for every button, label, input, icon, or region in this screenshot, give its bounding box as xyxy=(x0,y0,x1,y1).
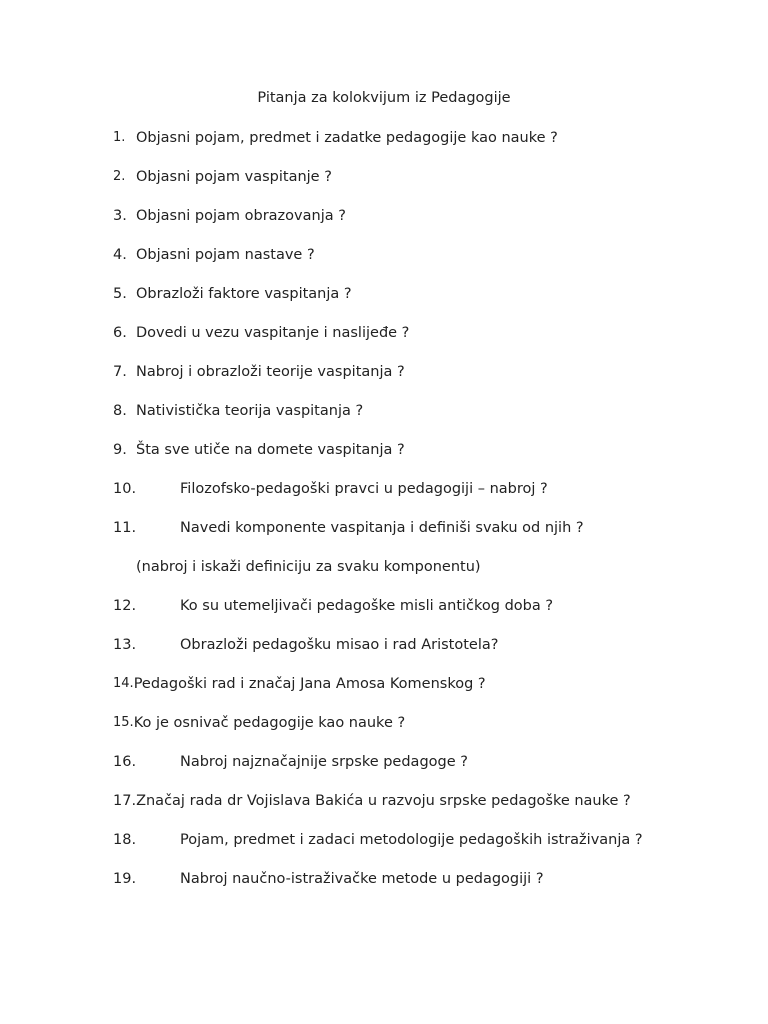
question-text: Nabroj i obrazloži teorije vaspitanja ? xyxy=(136,364,405,380)
question-text: Značaj rada dr Vojislava Bakića u razvoju srpske pedagoške nauke ? xyxy=(136,793,631,809)
question-number: 3. xyxy=(113,208,127,224)
question-text: Nabroj naučno-istraživačke metode u pedagogiji ? xyxy=(180,871,544,887)
question-number: 19. xyxy=(113,871,137,887)
question-number: 11. xyxy=(113,520,137,536)
question-number: 2. xyxy=(113,169,126,184)
question-item xyxy=(0,676,768,696)
question-item xyxy=(0,325,768,345)
question-text: Ko su utemeljivači pedagoške misli antičkog doba ? xyxy=(180,598,554,614)
question-item xyxy=(0,130,768,150)
question-item xyxy=(0,871,768,891)
question-item xyxy=(0,364,768,384)
question-note-text: (nabroj i iskaži definiciju za svaku komponentu) xyxy=(136,559,481,575)
question-text: Nativistička teorija vaspitanja ? xyxy=(136,403,364,419)
question-item xyxy=(0,403,768,423)
question-item xyxy=(0,637,768,657)
question-text: Filozofsko-pedagoški pravci u pedagogiji – nabroj ? xyxy=(180,481,548,497)
question-text: Objasni pojam vaspitanje ? xyxy=(136,169,332,185)
question-text: Navedi komponente vaspitanja i definiši svaku od njih ? xyxy=(180,520,584,536)
question-text: Dovedi u vezu vaspitanje i naslijeđe ? xyxy=(136,325,410,341)
question-number: 16. xyxy=(113,754,137,770)
question-text: Objasni pojam nastave ? xyxy=(136,247,315,263)
question-text: Objasni pojam, predmet i zadatke pedagogije kao nauke ? xyxy=(136,130,558,146)
question-text: Šta sve utiče na domete vaspitanja ? xyxy=(136,442,405,458)
question-item xyxy=(0,793,768,813)
question-text: Obrazloži faktore vaspitanja ? xyxy=(136,286,352,302)
question-note xyxy=(0,559,768,579)
question-number: 5. xyxy=(113,286,127,302)
question-text: Pojam, predmet i zadaci metodologije pedagoških istraživanja ? xyxy=(180,832,643,848)
question-text: Pedagoški rad i značaj Jana Amosa Komenskog ? xyxy=(133,676,486,692)
question-number: 14. xyxy=(113,676,134,691)
question-item xyxy=(0,208,768,228)
question-number: 6. xyxy=(113,325,127,341)
question-number: 4. xyxy=(113,247,127,263)
question-number: 18. xyxy=(113,832,137,848)
question-number: 1. xyxy=(113,130,126,145)
question-text: Nabroj najznačajnije srpske pedagoge ? xyxy=(180,754,468,770)
question-item xyxy=(0,715,768,735)
question-number: 9. xyxy=(113,442,127,458)
question-item xyxy=(0,442,768,462)
question-item xyxy=(0,247,768,267)
question-number: 17. xyxy=(113,793,137,809)
question-number: 10. xyxy=(113,481,137,497)
question-number: 15. xyxy=(113,715,134,730)
question-item xyxy=(0,754,768,774)
question-item xyxy=(0,481,768,501)
question-item xyxy=(0,598,768,618)
question-text: Obrazloži pedagošku misao i rad Aristotela? xyxy=(180,637,499,653)
question-text: Ko je osnivač pedagogije kao nauke ? xyxy=(133,715,406,731)
question-number: 12. xyxy=(113,598,137,614)
document-title: Pitanja za kolokvijum iz Pedagogije xyxy=(257,90,511,106)
question-item xyxy=(0,832,768,852)
question-text: Objasni pojam obrazovanja ? xyxy=(136,208,346,224)
question-number: 8. xyxy=(113,403,127,419)
question-item xyxy=(0,520,768,540)
question-item xyxy=(0,286,768,306)
question-number: 7. xyxy=(113,364,127,380)
question-item xyxy=(0,169,768,189)
question-number: 13. xyxy=(113,637,137,653)
